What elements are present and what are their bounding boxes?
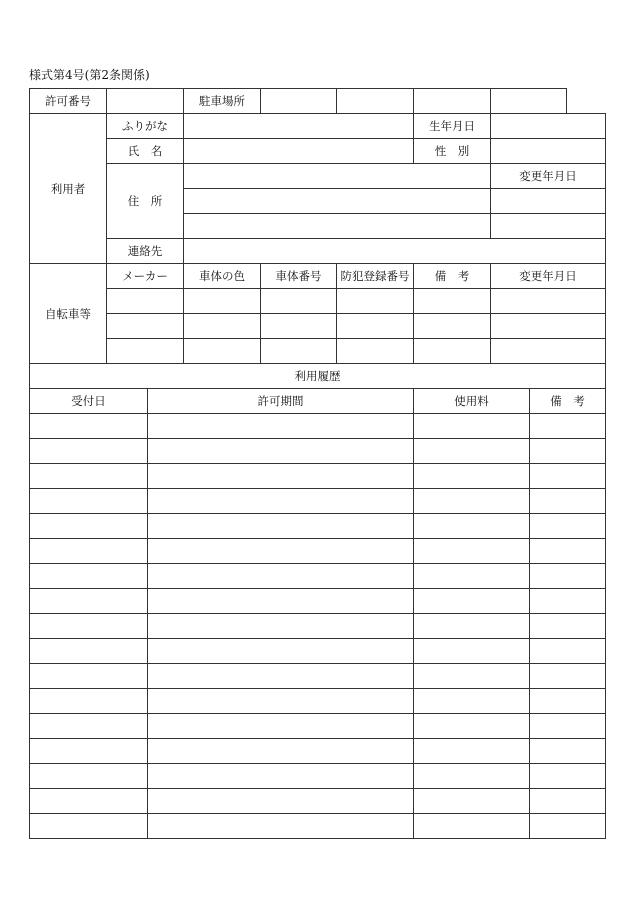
history-received-date-field[interactable] (30, 539, 148, 564)
history-row (30, 689, 606, 714)
user-section-label: 利用者 (30, 114, 107, 264)
bicycle-maker-field[interactable] (107, 289, 184, 314)
history-title-row (30, 364, 606, 389)
bicycle-col-change-date: 変更年月日 (491, 264, 606, 289)
name-label: 氏 名 (107, 139, 184, 164)
history-remarks-field[interactable] (530, 764, 606, 789)
furigana-label: ふりがな (107, 114, 184, 139)
history-row (30, 639, 606, 664)
history-title: 利用履歴 (30, 364, 606, 389)
bicycle-header-row (30, 264, 606, 289)
bicycle-remarks-field[interactable] (414, 314, 491, 339)
history-received-date-field[interactable] (30, 414, 148, 439)
history-row (30, 739, 606, 764)
history-fee-field[interactable] (414, 464, 530, 489)
history-permit-period-field[interactable] (148, 464, 414, 489)
history-row (30, 464, 606, 489)
history-received-date-field[interactable] (30, 739, 148, 764)
history-received-date-field[interactable] (30, 639, 148, 664)
history-row (30, 664, 606, 689)
history-fee-field[interactable] (414, 514, 530, 539)
bicycle-color-field[interactable] (184, 314, 261, 339)
bicycle-maker-field[interactable] (107, 339, 184, 364)
history-received-date-field[interactable] (30, 564, 148, 589)
history-col-remarks: 備 考 (530, 389, 606, 414)
bicycle-row (30, 339, 606, 364)
permit-number-field[interactable] (107, 89, 184, 114)
history-col-received-date: 受付日 (30, 389, 148, 414)
address-change-date-label: 変更年月日 (491, 164, 606, 189)
history-remarks-field[interactable] (530, 539, 606, 564)
history-row (30, 414, 606, 439)
birthdate-label: 生年月日 (414, 114, 491, 139)
history-received-date-field[interactable] (30, 689, 148, 714)
bicycle-change-date-field[interactable] (491, 339, 606, 364)
history-remarks-field[interactable] (530, 639, 606, 664)
parking-lot-label: 駐車場所 (184, 89, 261, 114)
address-label: 住 所 (107, 164, 184, 239)
history-received-date-field[interactable] (30, 614, 148, 639)
bicycle-col-maker: メーカー (107, 264, 184, 289)
history-permit-period-field[interactable] (148, 539, 414, 564)
history-remarks-field[interactable] (530, 564, 606, 589)
history-remarks-field[interactable] (530, 739, 606, 764)
history-permit-period-field[interactable] (148, 514, 414, 539)
history-remarks-field[interactable] (530, 689, 606, 714)
history-fee-field[interactable] (414, 614, 530, 639)
address-change-date-field-1[interactable] (491, 189, 606, 214)
bicycle-col-color: 車体の色 (184, 264, 261, 289)
history-remarks-field[interactable] (530, 489, 606, 514)
bicycle-remarks-field[interactable] (414, 339, 491, 364)
bicycle-security-number-field[interactable] (337, 339, 414, 364)
history-remarks-field[interactable] (530, 514, 606, 539)
user-address-row-1 (30, 164, 606, 189)
history-remarks-field[interactable] (530, 714, 606, 739)
history-received-date-field[interactable] (30, 814, 148, 839)
bicycle-change-date-field[interactable] (491, 314, 606, 339)
history-fee-field[interactable] (414, 439, 530, 464)
bicycle-change-date-field[interactable] (491, 289, 606, 314)
history-permit-period-field[interactable] (148, 414, 414, 439)
address-field-1[interactable] (184, 164, 491, 189)
history-permit-period-field[interactable] (148, 714, 414, 739)
history-received-date-field[interactable] (30, 489, 148, 514)
history-permit-period-field[interactable] (148, 739, 414, 764)
bicycle-col-remarks: 備 考 (414, 264, 491, 289)
history-remarks-field[interactable] (530, 789, 606, 814)
history-row (30, 439, 606, 464)
address-field-3[interactable] (184, 214, 491, 239)
parking-lot-field-4[interactable] (491, 89, 567, 114)
permit-row (30, 89, 606, 114)
history-fee-field[interactable] (414, 714, 530, 739)
history-permit-period-field[interactable] (148, 589, 414, 614)
bicycle-row (30, 289, 606, 314)
bicycle-frame-number-field[interactable] (261, 314, 337, 339)
history-permit-period-field[interactable] (148, 564, 414, 589)
bicycle-section-label: 自転車等 (30, 264, 107, 364)
history-permit-period-field[interactable] (148, 814, 414, 839)
history-permit-period-field[interactable] (148, 664, 414, 689)
history-remarks-field[interactable] (530, 814, 606, 839)
bicycle-color-field[interactable] (184, 339, 261, 364)
bicycle-security-number-field[interactable] (337, 314, 414, 339)
history-received-date-field[interactable] (30, 789, 148, 814)
history-received-date-field[interactable] (30, 714, 148, 739)
history-row (30, 564, 606, 589)
history-received-date-field[interactable] (30, 764, 148, 789)
user-furigana-row (30, 114, 606, 139)
address-field-2[interactable] (184, 189, 491, 214)
history-remarks-field[interactable] (530, 664, 606, 689)
blank-corner (567, 89, 606, 114)
bicycle-security-number-field[interactable] (337, 289, 414, 314)
history-remarks-field[interactable] (530, 614, 606, 639)
history-row (30, 589, 606, 614)
history-received-date-field[interactable] (30, 589, 148, 614)
history-fee-field[interactable] (414, 564, 530, 589)
history-received-date-field[interactable] (30, 514, 148, 539)
history-fee-field[interactable] (414, 814, 530, 839)
history-row (30, 489, 606, 514)
parking-lot-field-1[interactable] (261, 89, 337, 114)
parking-lot-field-3[interactable] (414, 89, 491, 114)
bicycle-maker-field[interactable] (107, 314, 184, 339)
gender-label: 性 別 (414, 139, 491, 164)
history-fee-field[interactable] (414, 664, 530, 689)
permit-number-label: 許可番号 (30, 89, 107, 114)
gender-field[interactable] (491, 139, 606, 164)
form-title: 様式第4号(第2条関係) (29, 68, 150, 82)
registration-form-table (29, 88, 606, 839)
bicycle-col-security-number: 防犯登録番号 (337, 264, 414, 289)
history-remarks-field[interactable] (530, 464, 606, 489)
history-row (30, 764, 606, 789)
history-row (30, 539, 606, 564)
bicycle-remarks-field[interactable] (414, 289, 491, 314)
bicycle-frame-number-field[interactable] (261, 339, 337, 364)
history-row (30, 814, 606, 839)
history-fee-field[interactable] (414, 639, 530, 664)
history-fee-field[interactable] (414, 764, 530, 789)
bicycle-row (30, 314, 606, 339)
history-row (30, 789, 606, 814)
bicycle-color-field[interactable] (184, 289, 261, 314)
history-remarks-field[interactable] (530, 439, 606, 464)
user-name-row (30, 139, 606, 164)
bicycle-frame-number-field[interactable] (261, 289, 337, 314)
history-permit-period-field[interactable] (148, 789, 414, 814)
history-fee-field[interactable] (414, 489, 530, 514)
history-fee-field[interactable] (414, 739, 530, 764)
birthdate-field[interactable] (491, 114, 606, 139)
history-permit-period-field[interactable] (148, 764, 414, 789)
history-remarks-field[interactable] (530, 589, 606, 614)
history-permit-period-field[interactable] (148, 439, 414, 464)
history-row (30, 714, 606, 739)
name-field[interactable] (184, 139, 414, 164)
history-row (30, 614, 606, 639)
history-permit-period-field[interactable] (148, 489, 414, 514)
history-row (30, 514, 606, 539)
contact-label: 連絡先 (107, 239, 184, 264)
history-received-date-field[interactable] (30, 664, 148, 689)
address-change-date-field-2[interactable] (491, 214, 606, 239)
history-remarks-field[interactable] (530, 414, 606, 439)
history-fee-field[interactable] (414, 539, 530, 564)
user-contact-row (30, 239, 606, 264)
bicycle-col-frame-number: 車体番号 (261, 264, 337, 289)
history-permit-period-field[interactable] (148, 639, 414, 664)
contact-field[interactable] (184, 239, 606, 264)
history-received-date-field[interactable] (30, 464, 148, 489)
parking-lot-field-2[interactable] (337, 89, 414, 114)
history-received-date-field[interactable] (30, 439, 148, 464)
history-fee-field[interactable] (414, 414, 530, 439)
history-fee-field[interactable] (414, 789, 530, 814)
history-fee-field[interactable] (414, 589, 530, 614)
history-fee-field[interactable] (414, 689, 530, 714)
history-col-fee: 使用料 (414, 389, 530, 414)
history-header-row (30, 389, 606, 414)
furigana-field[interactable] (184, 114, 414, 139)
history-col-permit-period: 許可期間 (148, 389, 414, 414)
history-permit-period-field[interactable] (148, 689, 414, 714)
history-permit-period-field[interactable] (148, 614, 414, 639)
